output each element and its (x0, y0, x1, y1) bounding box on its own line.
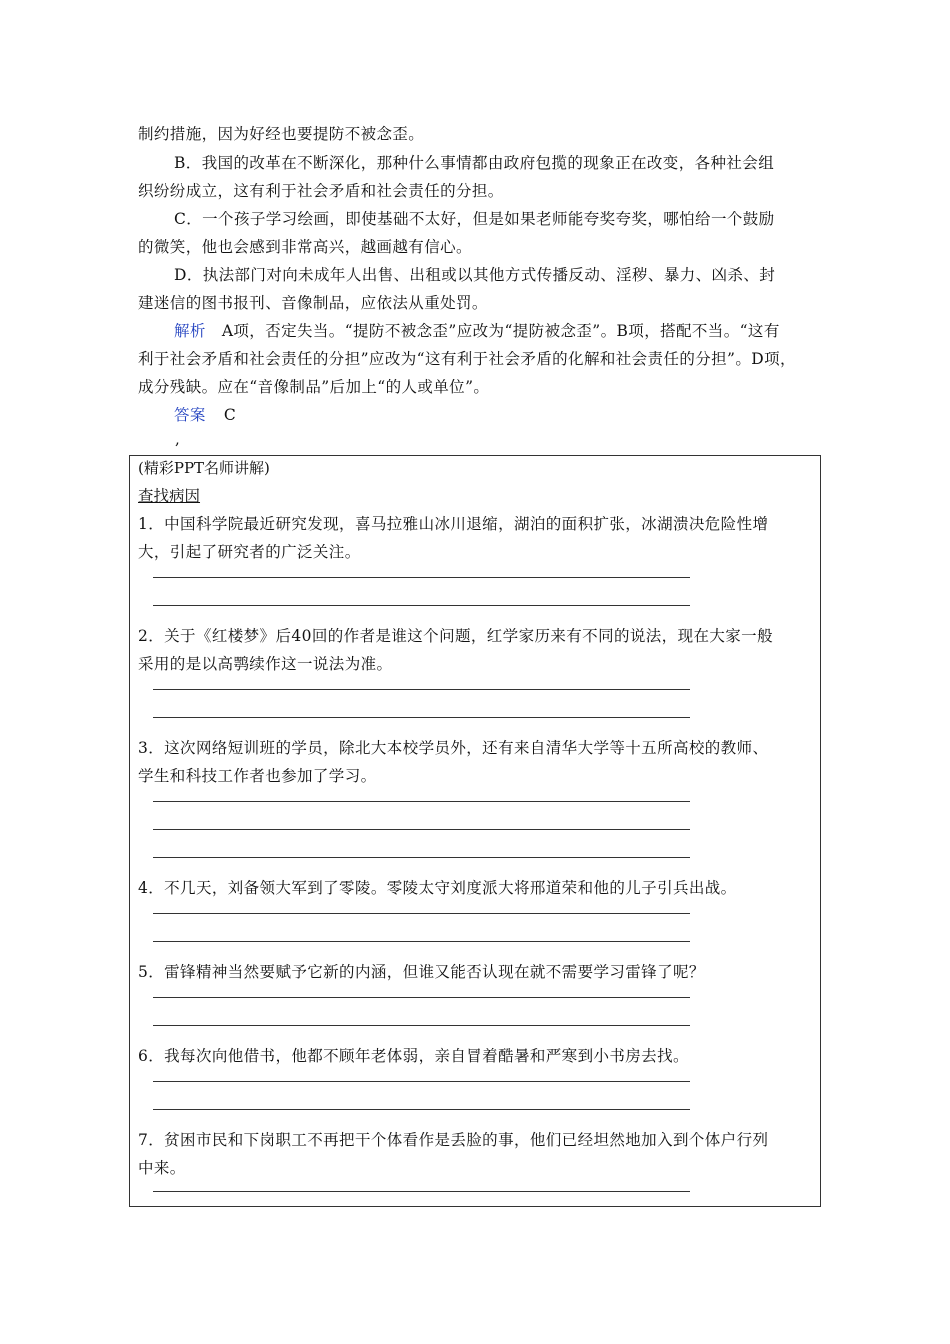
analysis-line1 (174, 321, 780, 341)
answer-blank-line[interactable] (153, 1191, 690, 1192)
question-2-line2: 采用的是以高鹗续作这一说法为准。 (138, 655, 393, 673)
analysis-text-line1: A项，否定失当。“提防不被念歪”应改为“提防被念歪”。B项，搭配不当。“这有 (221, 322, 780, 340)
option-d-line2: 建迷信的图书报刊、音像制品，应依法从重处罚。 (138, 294, 488, 312)
option-c-line2: 的微笑，他也会感到非常高兴，越画越有信心。 (138, 238, 472, 256)
answer-blank-line[interactable] (153, 997, 690, 998)
answer-blank-line[interactable] (153, 857, 690, 858)
stray-mark: , (175, 430, 180, 448)
answer-blank-line[interactable] (153, 913, 690, 914)
question-1-line1: 1．中国科学院最近研究发现，喜马拉雅山冰川退缩，湖泊的面积扩张，冰湖溃决危险性增 (138, 515, 769, 533)
analysis-label: 解析 (174, 322, 206, 340)
box-title: (精彩PPT名师讲解) (138, 459, 270, 477)
answer-blank-line[interactable] (153, 1025, 690, 1026)
question-1-line2: 大，引起了研究者的广泛关注。 (138, 543, 361, 561)
question-4-line1: 4．不几天，刘备领大军到了零陵。零陵太守刘度派大将邢道荣和他的儿子引兵出战。 (138, 879, 737, 897)
question-3-line1: 3．这次网络短训班的学员，除北大本校学员外，还有来自清华大学等十五所高校的教师、 (138, 739, 769, 757)
option-b-line2: 织纷纷成立，这有利于社会矛盾和社会责任的分担。 (138, 182, 504, 200)
answer-blank-line[interactable] (153, 605, 690, 606)
answer-blank-line[interactable] (153, 577, 690, 578)
answer-blank-line[interactable] (153, 717, 690, 718)
answer-blank-line[interactable] (153, 689, 690, 690)
answer-value: C (223, 406, 237, 424)
answer-blank-line[interactable] (153, 829, 690, 830)
answer-blank-line[interactable] (153, 941, 690, 942)
analysis-line3: 成分残缺。应在“音像制品”后加上“的人或单位”。 (138, 378, 490, 396)
analysis-line2: 利于社会矛盾和社会责任的分担”应改为“这有利于社会矛盾的化解和社会责任的分担”。D项， (138, 350, 796, 368)
answer-blank-line[interactable] (153, 1081, 690, 1082)
answer-label: 答案 (174, 406, 206, 424)
option-c-line1: C．一个孩子学习绘画，即使基础不太好，但是如果老师能夸奖夸奖，哪怕给一个鼓励 (174, 210, 775, 228)
answer-blank-line[interactable] (153, 1109, 690, 1110)
lecture-box (129, 455, 821, 1207)
answer-line (174, 405, 236, 425)
option-d-line1: D．执法部门对向未成年人出售、出租或以其他方式传播反动、淫秽、暴力、凶杀、封 (174, 266, 776, 284)
answer-blank-line[interactable] (153, 801, 690, 802)
question-3-line2: 学生和科技工作者也参加了学习。 (138, 767, 377, 785)
box-subtitle: 查找病因 (138, 487, 201, 505)
question-7-line1: 7．贫困市民和下岗职工不再把干个体看作是丢脸的事，他们已经坦然地加入到个体户行列 (138, 1131, 769, 1149)
question-6-line1: 6．我每次向他借书，他都不顾年老体弱，亲自冒着酷暑和严寒到小书房去找。 (138, 1047, 689, 1065)
option-b-line1: B．我国的改革在不断深化，那种什么事情都由政府包揽的现象正在改变，各种社会组 (174, 154, 775, 172)
question-5-line1: 5．雷锋精神当然要赋予它新的内涵，但谁又能否认现在就不需要学习雷锋了呢？ (138, 963, 705, 981)
option-a-continuation: 制约措施，因为好经也要提防不被念歪。 (138, 125, 425, 143)
question-7-line2: 中来。 (138, 1159, 186, 1177)
question-2-line1: 2．关于《红楼梦》后40回的作者是谁这个问题，红学家历来有不同的说法，现在大家一般 (138, 627, 773, 645)
